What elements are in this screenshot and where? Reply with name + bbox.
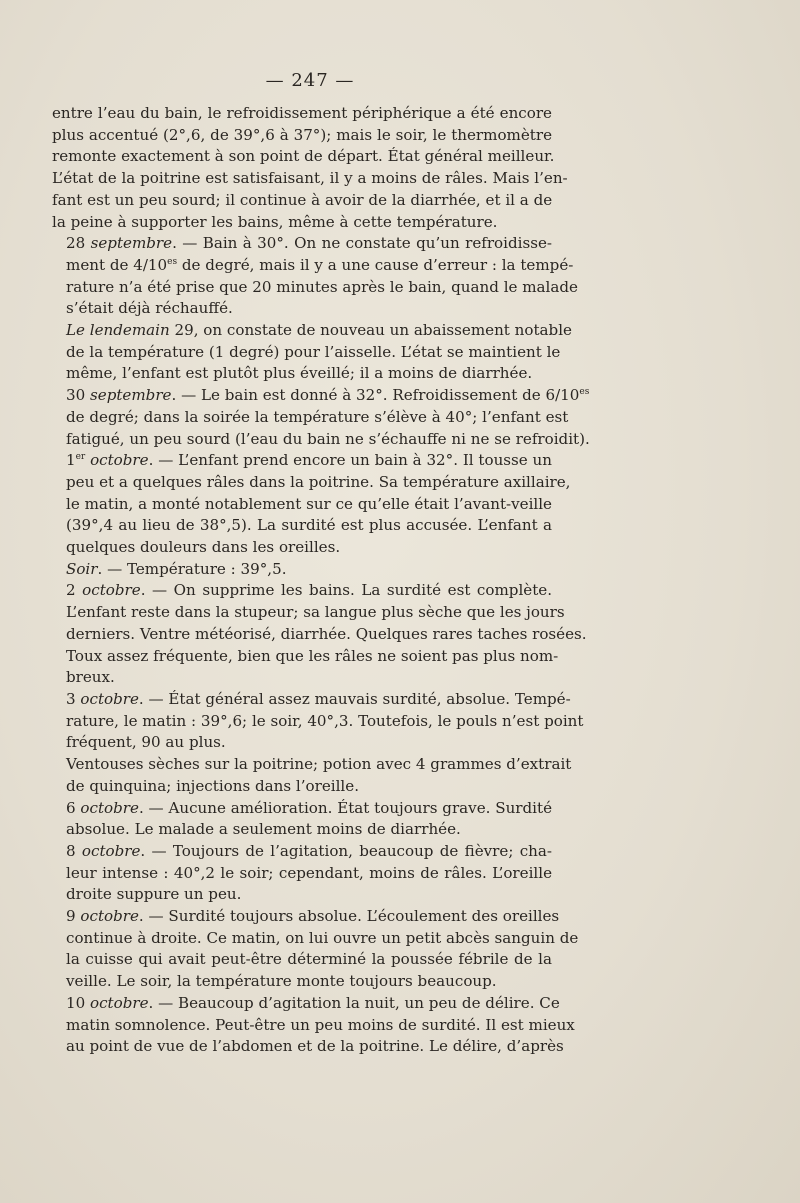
text-line — [52, 103, 552, 125]
text-line — [52, 754, 572, 776]
text-line — [52, 363, 552, 385]
paragraph — [52, 103, 568, 233]
text-run: leur intense : 40°,2 le soir; cependant, moins de râles. L’oreille — [66, 863, 552, 882]
text-run: . — Beaucoup d’agitation la nuit, un peu de délire. Ce — [148, 993, 560, 1012]
text-line — [52, 819, 552, 841]
text-line — [52, 711, 584, 733]
text-run: L’état de la poitrine est satisfaisant, il y a moins de râles. Mais l’en- — [52, 169, 568, 188]
text-run: (39°,4 au lieu de 38°,5). La surdité est plus accusée. L’enfant a — [66, 516, 552, 535]
text-line — [52, 1015, 575, 1037]
text-line — [52, 190, 552, 212]
text-run: 3 — [66, 689, 81, 708]
text-run: entre l’eau du bain, le refroidissement périphérique a été encore — [52, 104, 552, 122]
text-line — [52, 646, 559, 668]
text-line — [52, 212, 552, 234]
text-run: peu et a quelques râles dans la poitrine. Sa température axillaire, — [66, 472, 571, 491]
text-run: quelques douleurs dans les oreilles. — [66, 538, 341, 557]
text-line — [52, 689, 571, 711]
text-run: de degré; dans la soirée la température s’élève à 40°; l’enfant est — [66, 407, 569, 426]
italic-date: octobre — [81, 841, 141, 860]
text-run: 8 — [66, 841, 82, 860]
text-line — [52, 298, 552, 320]
text-line — [52, 949, 552, 971]
paragraph — [52, 841, 552, 906]
text-run: 10 — [66, 993, 91, 1012]
text-run: . — Surdité toujours absolue. L’écoulement des oreilles — [138, 907, 560, 926]
paragraph — [52, 798, 552, 841]
text-run: de quinquina; injections dans l’oreille. — [66, 776, 359, 795]
text-run: . — État général assez mauvais surdité, absolue. Tempé- — [138, 689, 571, 708]
text-run: au point de vue de l’abdomen et de la poitrine. Le délire, d’après — [66, 1037, 564, 1056]
text-run: . — On supprime les bains. La surdité est complète. — [140, 581, 553, 600]
paragraph — [52, 906, 579, 993]
text-line — [52, 841, 552, 863]
italic-date: septembre — [90, 234, 173, 253]
text-line — [52, 798, 552, 820]
text-run: continue à droite. Ce matin, on lui ouvre un petit abcès sanguin de — [66, 928, 579, 947]
text-line — [52, 472, 571, 494]
paragraph — [52, 689, 584, 754]
paragraph — [52, 993, 575, 1058]
text-run: . — Bain à 30°. On ne constate qu’un refroidisse- — [172, 234, 552, 253]
text-run: la cuisse qui avait peut-être déterminé la poussée fébrile de la — [66, 950, 552, 969]
italic-date: Le lendemain — [66, 321, 170, 340]
text-line — [52, 971, 552, 993]
text-line — [52, 732, 552, 754]
text-line — [52, 320, 572, 342]
text-run: derniers. Ventre météorisé, diarrhée. Quelques rares taches rosées. — [66, 624, 587, 643]
text-run: s’était déjà réchauffé. — [66, 299, 233, 318]
text-line — [52, 146, 555, 168]
text-line — [52, 407, 569, 429]
text-line — [52, 168, 568, 190]
text-run: 28 — [66, 234, 91, 253]
text-run: Ventouses sèches sur la poitrine; potion avec 4 grammes d’extrait — [66, 755, 572, 774]
text-line — [52, 884, 552, 906]
text-run: breux. — [66, 668, 115, 687]
text-line — [52, 515, 552, 537]
text-line — [52, 450, 552, 472]
text-run: matin somnolence. Peut-être un peu moins de surdité. Il est mieux — [66, 1015, 575, 1034]
text-run: même, l’enfant est plutôt plus éveillé; il a moins de diarrhée. — [66, 364, 533, 383]
italic-date: octobre — [82, 581, 141, 600]
text-run: . — Le bain est donné à 32°. Refroidissement de 6/10 — [171, 386, 580, 405]
italic-date: octobre — [80, 907, 139, 926]
superscript: es — [579, 387, 590, 398]
text-line — [52, 255, 574, 277]
text-run: absolue. Le malade a seulement moins de diarrhée. — [66, 820, 461, 839]
text-line — [52, 537, 552, 559]
text-line — [52, 667, 552, 689]
text-run: fréquent, 90 au plus. — [66, 733, 226, 752]
text-run: 6 — [66, 798, 81, 817]
text-line — [52, 233, 552, 255]
text-run: ment de 4/10 — [66, 255, 168, 274]
text-line — [52, 385, 590, 407]
text-run: plus accentué (2°,6, de 39°,6 à 37°); mais le soir, le thermomètre — [52, 125, 552, 144]
text-run: . — Aucune amélioration. État toujours grave. Surdité — [138, 798, 552, 817]
superscript: er — [75, 452, 86, 463]
text-run: fatigué, un peu sourd (l’eau du bain ne s’échauffe ni ne se refroidit). — [66, 429, 590, 448]
body-text — [52, 103, 590, 1058]
text-run: remonte exactement à son point de départ. État général meilleur. — [52, 147, 555, 166]
paragraph — [52, 385, 590, 450]
text-run: 1 — [66, 451, 76, 470]
text-line — [52, 559, 552, 581]
text-line — [52, 342, 561, 364]
text-run: fant est un peu sourd; il continue à avoir de la diarrhée, et il a de — [52, 190, 553, 209]
text-line — [52, 863, 552, 885]
italic-date: octobre — [80, 689, 139, 708]
text-run: rature, le matin : 39°,6; le soir, 40°,3. Toutefois, le pouls n’est point — [66, 711, 584, 730]
text-run: . — L’enfant prend encore un bain à 32°. Il tousse un — [148, 451, 552, 470]
text-line — [52, 125, 552, 147]
text-line — [52, 277, 578, 299]
page-number: — 247 — — [265, 70, 355, 91]
italic-date: octobre — [80, 798, 139, 817]
text-line — [52, 906, 560, 928]
text-run: de la température (1 degré) pour l’aisselle. L’état se maintient le — [66, 342, 561, 361]
italic-date: septembre — [90, 386, 172, 405]
text-run: . — Toujours de l’agitation, beaucoup de fièvre; cha- — [140, 841, 552, 860]
text-run: 30 — [66, 386, 91, 405]
text-line — [52, 928, 579, 950]
text-run: la peine à supporter les bains, même à cette température. — [52, 212, 498, 231]
text-line — [52, 429, 590, 451]
paragraph — [52, 580, 587, 689]
paragraph — [52, 754, 572, 797]
text-run: 9 — [66, 907, 81, 926]
text-line — [52, 602, 565, 624]
text-run: Toux assez fréquente, bien que les râles ne soient pas plus nom- — [66, 646, 559, 665]
text-run: droite suppure un peu. — [66, 885, 242, 904]
text-run: 29, on constate de nouveau un abaissement notable — [169, 321, 572, 340]
paragraph — [52, 233, 578, 320]
paragraph — [52, 450, 571, 559]
text-run: rature n’a été prise que 20 minutes après le bain, quand le malade — [66, 277, 578, 296]
italic-date: octobre — [90, 993, 149, 1012]
text-run: L’enfant reste dans la stupeur; sa langue plus sèche que les jours — [66, 603, 565, 622]
text-line — [52, 1036, 564, 1058]
text-line — [52, 494, 552, 516]
text-run: 2 — [66, 581, 83, 600]
italic-date: octobre — [90, 451, 149, 470]
paragraph — [52, 559, 552, 581]
italic-date: Soir — [66, 559, 98, 578]
text-line — [52, 776, 552, 798]
superscript: es — [167, 256, 178, 267]
text-run: veille. Le soir, la température monte toujours beaucoup. — [66, 972, 497, 991]
text-line — [52, 993, 560, 1015]
text-line — [52, 624, 587, 646]
text-run: le matin, a monté notablement sur ce qu’elle était l’avant-veille — [66, 494, 552, 513]
text-run: . — Température : 39°,5. — [97, 559, 287, 578]
paragraph — [52, 320, 572, 385]
text-line — [52, 580, 552, 602]
text-run: de degré, mais il y a une cause d’erreur : la tempé- — [177, 255, 574, 274]
